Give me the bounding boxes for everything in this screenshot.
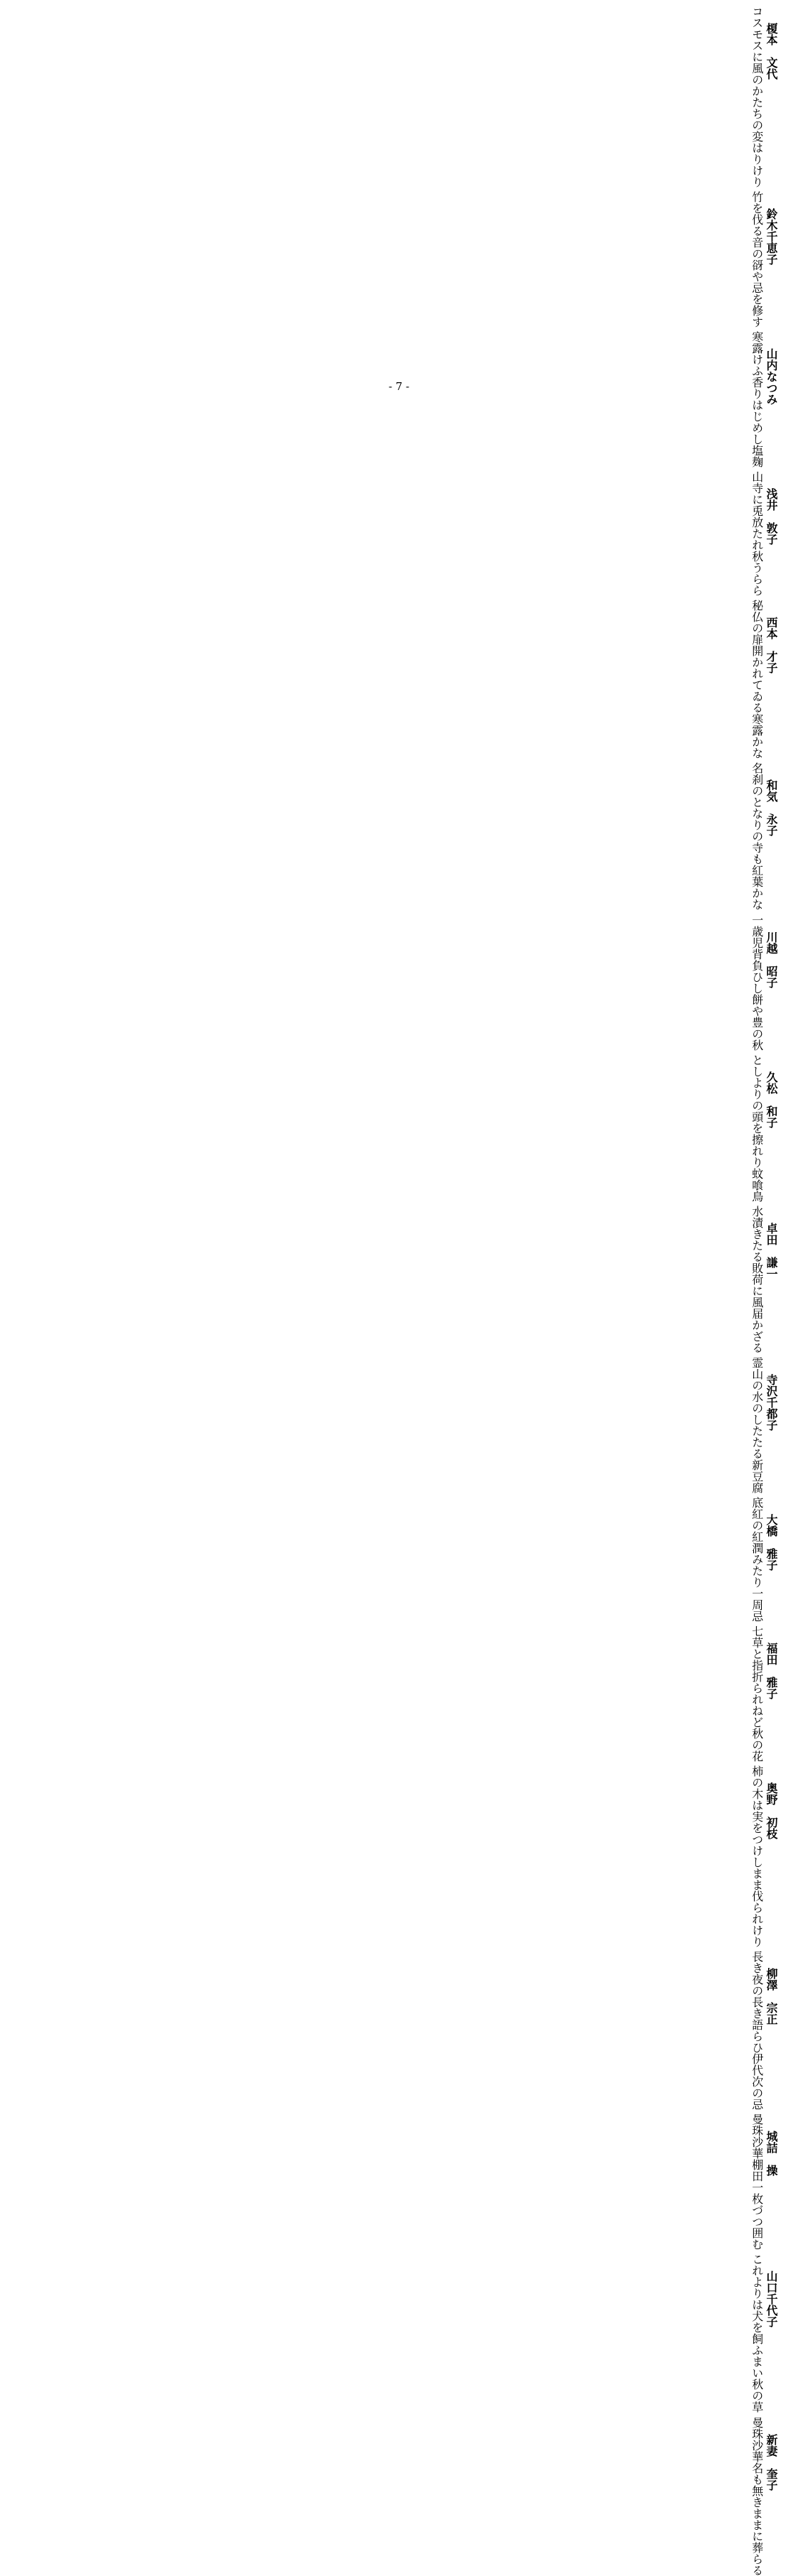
author-name: 鈴木千恵子 [765,208,778,266]
haiku-entry [750,191,778,328]
haiku-text: 長き夜の長き語らひ伊代次の忌 [750,1951,764,2111]
haiku-entry [750,471,778,596]
author-name: 柳澤 宗正 [765,1968,778,2025]
author-name: 久松 和子 [765,1071,778,1128]
author-name: 福田 雅子 [765,1643,778,1700]
haiku-text: 曼珠沙華名も無きままに葬らる [750,2416,764,2576]
author-name: 浅井 敦子 [765,488,778,546]
author-name: 西本 才子 [765,617,778,674]
author-name: 和気 永子 [765,779,778,837]
haiku-text: 山寺に兎放たれ秋うらら [750,471,764,597]
haiku-entry [750,6,778,188]
haiku-text: 柿の木は実をつけしまま伐られけり [750,1765,764,1948]
haiku-columns [750,6,778,2576]
author-name: 榎本 文代 [765,23,778,80]
haiku-text: 水漬きたる敗荷に風届かざる [750,1205,764,1353]
haiku-text: 七草と指折られねど秋の花 [750,1625,764,1763]
haiku-entry [750,1765,778,1947]
haiku-text: 霊山の水のしたたる新豆腐 [750,1356,764,1493]
haiku-entry [750,331,778,467]
haiku-entry [750,2253,778,2413]
haiku-text: 底紅の紅潤みたり一周忌 [750,1496,764,1622]
haiku-entry [750,1497,778,1622]
haiku-text: 一歳児背負ひし餅や豊の秋 [750,914,764,1051]
haiku-entry [750,1951,778,2110]
haiku-entry [750,762,778,910]
haiku-entry [750,2114,778,2250]
author-name: 大橋 雅子 [765,1513,778,1571]
author-name: 山内なつみ [765,348,778,406]
author-name: 城詰 操 [765,2131,778,2177]
haiku-entry [750,1357,778,1493]
haiku-entry [750,1206,778,1353]
haiku-entry [750,2417,778,2576]
haiku-text: これよりは犬を飼ふまい秋の草 [750,2253,764,2413]
haiku-entry [750,600,778,759]
haiku-text: 秘仏の扉開かれてゐる寒露かな [750,600,764,759]
haiku-text: 竹を伐る音の谺や忌を修す [750,191,764,328]
haiku-text: 寒露けふ香りはじめし塩麹 [750,331,764,468]
author-name: 新妻 奎子 [765,2433,778,2491]
haiku-text: コスモスに風のかたちの変はりけり [750,6,764,188]
page-number: - 7 - [388,380,410,393]
haiku-text: としよりの頭を擦れり蚊喰鳥 [750,1054,764,1202]
author-name: 寺沢千都子 [765,1373,778,1431]
haiku-entry [750,1625,778,1762]
haiku-entry [750,914,778,1051]
haiku-text: 名刹のとなりの寺も紅葉かな [750,762,764,911]
author-name: 卓田 謙一 [765,1222,778,1279]
author-name: 奥野 初枝 [765,1782,778,1840]
author-name: 山口千代子 [765,2271,778,2328]
haiku-text: 曼珠沙華棚田一枚づつ囲む [750,2114,764,2251]
author-name: 川越 昭子 [765,931,778,988]
haiku-entry [750,1054,778,1202]
